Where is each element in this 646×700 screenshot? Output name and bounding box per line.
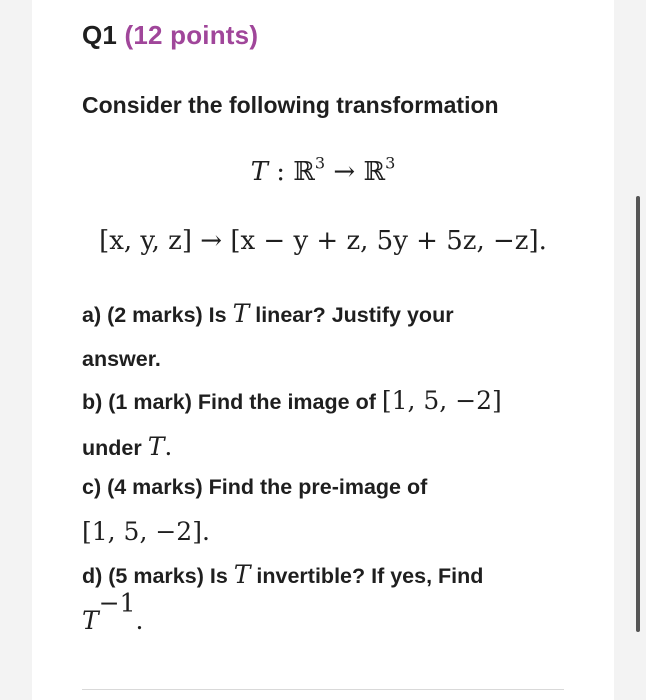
scrollbar[interactable] bbox=[636, 196, 640, 632]
transformation-rule: [x, y, z] → [x − y + z, 5y + 5z, −z]. bbox=[99, 226, 547, 256]
part-a: a) (2 marks) Is T linear? Justify your answer. bbox=[82, 299, 454, 371]
part-c: c) (4 marks) Find the pre-image of [1, 5, −2]. bbox=[82, 475, 428, 546]
question-title bbox=[82, 20, 258, 51]
question-number: Q1 bbox=[82, 20, 118, 50]
points-label: (12 points) bbox=[124, 20, 259, 50]
part-d: d) (5 marks) Is T invertible? If yes, Find $T^{-1}$. bbox=[82, 560, 484, 635]
transformation-definition: T : ℝ$^3$ → ℝ$^3$ bbox=[250, 153, 396, 187]
part-b: b) (1 mark) Find the image of [1, 5, −2] under T. bbox=[82, 386, 502, 461]
intro-text: Consider the following transformation bbox=[82, 92, 499, 118]
divider bbox=[82, 689, 564, 690]
